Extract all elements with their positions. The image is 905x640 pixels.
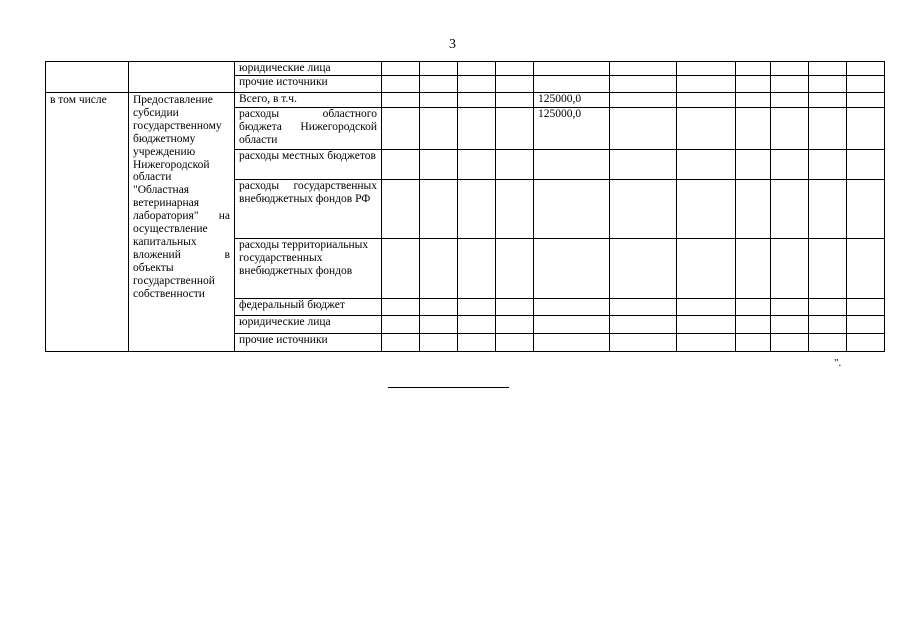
value-cell: 125000,0 — [534, 93, 610, 108]
source-cell: расходы местных бюджетов — [235, 150, 382, 180]
empty-cell — [129, 62, 235, 93]
source-cell: расходы территориальных государственных внебюджетных фондов — [235, 239, 382, 299]
source-cell: прочие источники — [235, 76, 382, 93]
page-number: 3 — [449, 37, 456, 52]
closing-quote: ". — [834, 357, 842, 369]
source-cell: расходы государственных внебюджетных фондов РФ — [235, 180, 382, 239]
value-cell — [534, 299, 610, 316]
empty-cell — [46, 62, 129, 93]
source-cell: юридические лица — [235, 62, 382, 76]
source-cell: расходы областного бюджета Нижегородской области — [235, 108, 382, 150]
measure-description-cell: Предоставление субсидии государственному бюджетному учреждению Нижегородской области "Областная ветеринарная лаборатория" на осуществление капитальных вложений в объекты государственной собственности — [129, 93, 235, 352]
source-cell: юридические лица — [235, 316, 382, 334]
value-cell — [534, 239, 610, 299]
section-label-cell: в том числе — [46, 93, 129, 352]
end-rule — [388, 387, 509, 388]
source-cell: Всего, в т.ч. — [235, 93, 382, 108]
table-row — [46, 93, 885, 108]
value-cell — [534, 316, 610, 334]
source-cell: федеральный бюджет — [235, 299, 382, 316]
funding-table — [45, 61, 885, 352]
value-cell: 125000,0 — [534, 108, 610, 150]
source-cell: прочие источники — [235, 334, 382, 352]
value-cell — [534, 150, 610, 180]
value-cell — [534, 334, 610, 352]
value-cell — [534, 180, 610, 239]
table-row — [46, 62, 885, 76]
